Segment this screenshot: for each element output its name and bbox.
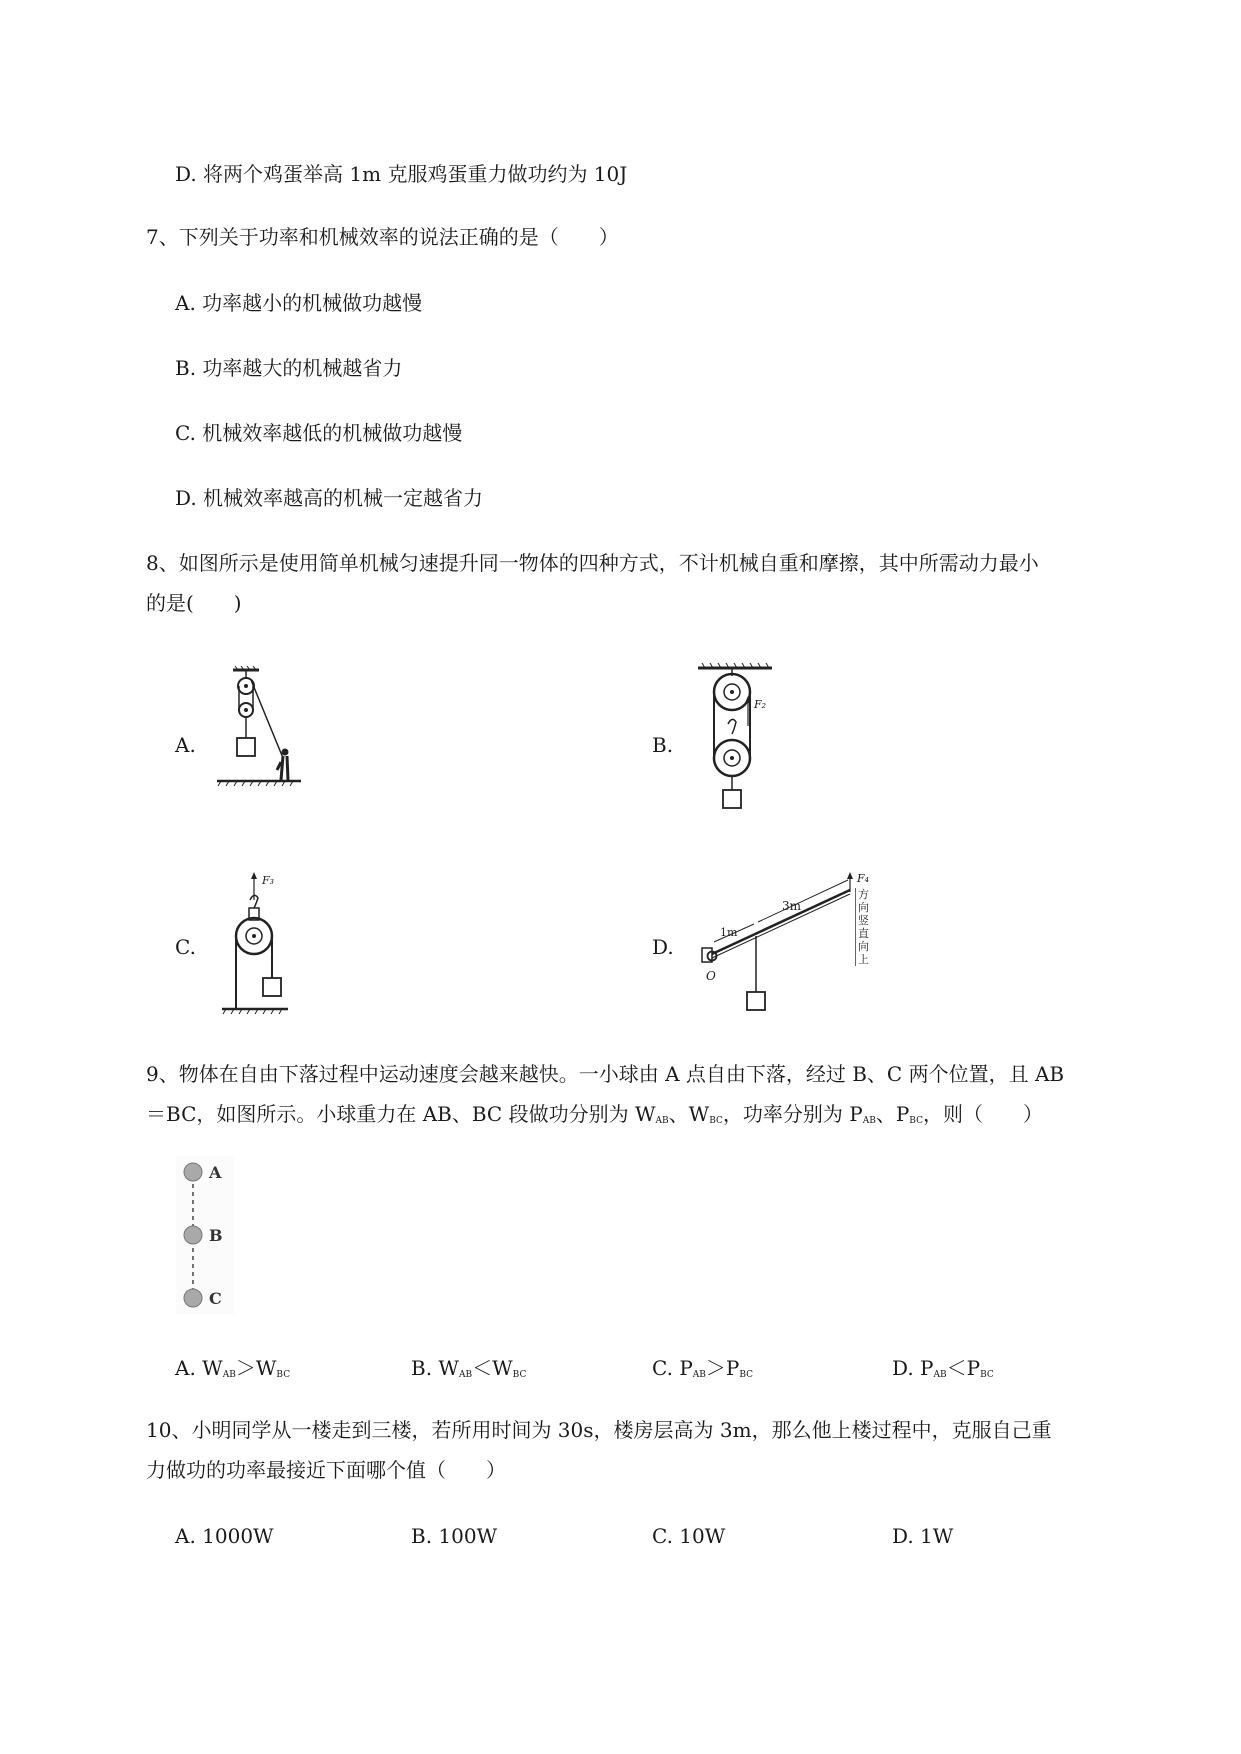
q8-figure-c [218,870,318,1020]
q10-option-a: A. 1000W [175,1524,274,1548]
q9-option-c-lhs: P [679,1356,693,1380]
q9-option-d-sub-rhs: BC [980,1370,994,1380]
q9-option-b-lhs: W [438,1356,459,1380]
q9-option-c-letter: C. [652,1356,673,1380]
q9-stem-part-a: ＝BC，如图所示。小球重力在 AB、BC 段做功分别为 W [146,1102,656,1126]
q8-figure-d [700,872,880,1022]
q9-point-b: B [209,1226,223,1245]
q9-stem-part-b: 、W [668,1102,710,1126]
q10-option-d: D. 1W [892,1524,954,1548]
q9-option-d-op: ＜ [946,1356,967,1380]
q8-figure-d-note: 方向竖直向上 [855,888,872,966]
q9-option-c-sub-lhs: AB [692,1370,706,1380]
q7-option-c: C. 机械效率越低的机械做功越慢 [175,421,463,445]
q9-point-c: C [209,1289,222,1308]
q8-figure-d-long-length: 3m [782,899,802,913]
q9-option-a [175,1352,290,1381]
q8-figure-a [215,664,315,804]
q9-option-a-letter: A. [175,1356,196,1380]
q7-option-a: A. 功率越小的机械做功越慢 [175,291,423,315]
q6-option-d: D. 将两个鸡蛋举高 1m 克服鸡蛋重力做功约为 10J [175,162,628,186]
q8-stem-line2: 的是( ) [146,591,242,615]
q8-figure-d-force: F₄ [857,872,870,885]
q9-sub-ab-2: AB [862,1116,876,1126]
q7-option-d: D. 机械效率越高的机械一定越省力 [175,486,484,510]
q8-label-d: D. [652,935,674,959]
q8-label-c: C. [175,935,196,959]
q9-option-b [411,1352,526,1381]
q8-label-b: B. [652,733,674,757]
q9-option-a-rhs: W [255,1356,277,1380]
q9-option-c-sub-rhs: BC [739,1370,754,1380]
q9-option-a-lhs: W [202,1356,223,1380]
q9-stem-part-d: 、P [875,1102,910,1126]
q10-stem-line2: 力做功的功率最接近下面哪个值（ ） [146,1458,506,1482]
q8-figure-b-force: F₂ [754,698,767,711]
q8-label-a: A. [175,733,196,757]
q7-stem: 7、下列关于功率和机械效率的说法正确的是（ ） [146,225,619,249]
q8-stem-line1: 8、如图所示是使用简单机械匀速提升同一物体的四种方式，不计机械自重和摩擦，其中所需动力最小 [146,551,1039,575]
q10-option-c: C. 10W [652,1524,726,1548]
q9-option-b-sub-lhs: AB [458,1370,473,1380]
q9-stem-line2 [146,1098,1043,1127]
q8-figure-b [690,660,800,815]
q9-option-d-sub-lhs: AB [933,1370,947,1380]
q9-point-a: A [209,1163,222,1182]
q9-option-c-rhs: P [725,1356,740,1380]
q9-option-d-rhs: P [966,1356,981,1380]
q9-option-c-op: ＞ [705,1356,726,1380]
q9-option-d-letter: D. [892,1356,914,1380]
q9-stem-part-e: ，则（ ） [922,1102,1043,1126]
q8-figure-d-short-length: 1m [720,926,738,939]
q9-figure [176,1156,238,1316]
q9-option-b-sub-rhs: BC [512,1370,527,1380]
q9-option-d-lhs: P [920,1356,934,1380]
q7-option-b: B. 功率越大的机械越省力 [175,356,403,380]
q9-option-b-op: ＜ [472,1356,493,1380]
q9-option-a-op: ＞ [235,1356,256,1380]
q9-option-c [652,1352,753,1381]
q9-option-a-sub-rhs: BC [276,1370,291,1380]
q9-option-a-sub-lhs: AB [222,1370,236,1380]
q9-option-b-letter: B. [411,1356,433,1380]
q9-stem-part-c: ，功率分别为 P [722,1102,863,1126]
q8-figure-d-pivot: O [706,969,716,983]
q10-option-b: B. 100W [411,1524,498,1548]
q9-sub-ab-1: AB [655,1116,669,1126]
q9-stem-line1: 9、物体在自由下落过程中运动速度会越来越快。一小球由 A 点自由下落，经过 B、C 两个位置，且 AB [146,1062,1065,1086]
q9-sub-bc-1: BC [709,1116,723,1126]
q9-option-b-rhs: W [492,1356,513,1380]
q10-stem-line1: 10、小明同学从一楼走到三楼，若所用时间为 30s，楼房层高为 3m，那么他上楼过程中，克服自己重 [146,1418,1052,1442]
q8-figure-c-force: F₃ [262,874,275,887]
q9-option-d [892,1352,994,1381]
q9-sub-bc-2: BC [909,1116,923,1126]
